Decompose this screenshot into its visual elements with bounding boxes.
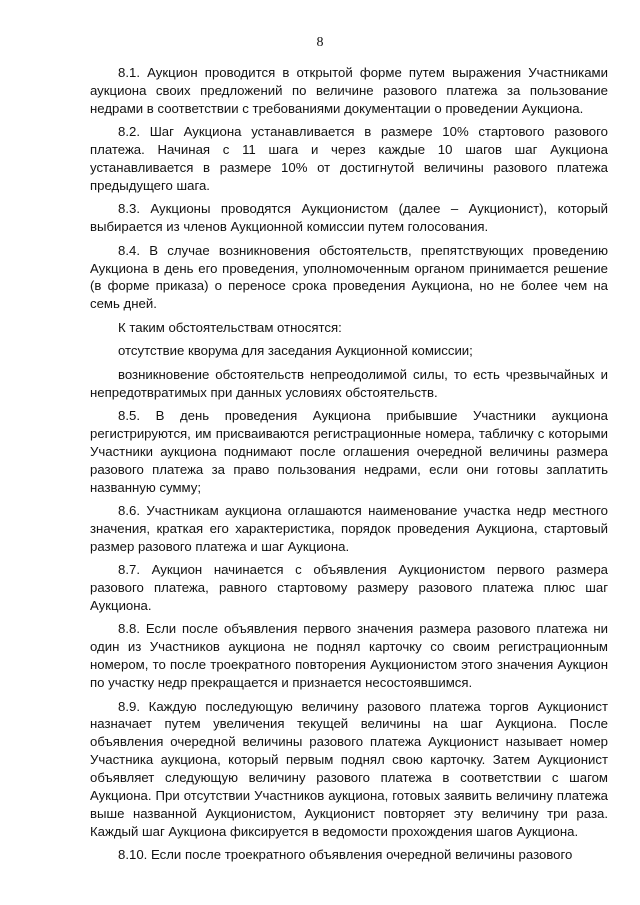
clause-8-8: 8.8. Если после объявления первого значения размера разового платежа ни один из Участников аукциона не поднял карточку со своим регистрационным номером, то после троекратного повторения Аукционистом этого значения Аукцион по участку недр прекращается и признается несостоявшимся.	[90, 621, 608, 691]
clause-8-4: 8.4. В случае возникновения обстоятельств, препятствующих проведению Аукциона в день его проведения, уполномоченным органом принимается решение (в форме приказа) о переносе срока проведения Аукциона, но не более чем на семь дней.	[90, 242, 608, 312]
clause-8-5: 8.5. В день проведения Аукциона прибывшие Участники аукциона регистрируются, им присваиваются регистрационные номера, табличку с которыми Участники аукциона поднимают после оглашения очередной величины размера разового платежа за право пользования недрами, если они готовы заплатить названную сумму;	[90, 407, 608, 495]
clause-8-7: 8.7. Аукцион начинается с объявления Аукционистом первого размера разового платежа, равного стартовому размеру разового платежа плюс шаг Аукциона.	[90, 562, 608, 613]
page-number: 8	[316, 35, 324, 50]
clause-8-9: 8.9. Каждую последующую величину разового платежа торгов Аукционист назначает путем увеличения текущей величины на шаг Аукциона. После объявления очередной величины разового платежа Аукционист называет номер Участника аукциона, который первым поднял свою карточку. Затем Аукционист объявляет следующую величину разового платежа в соответствии с шагом Аукциона. При отсутствии Участников аукциона, готовых заявить величину платежа выше названной Аукционистом, Аукционист повторяет эту величину три раза. Каждый шаг Аукциона фиксируется в ведомости прохождения шагов Аукциона.	[90, 698, 608, 839]
circumstance-no-quorum: отсутствие кворума для заседания Аукционной комиссии;	[118, 343, 473, 359]
document-body	[90, 64, 608, 870]
circumstances-intro: К таким обстоятельствам относятся:	[118, 319, 342, 335]
circumstance-force-majeure: возникновение обстоятельств непреодолимой силы, то есть чрезвычайных и непредотвратимых при данных условиях обстоятельств.	[90, 366, 608, 400]
clause-8-3: 8.3. Аукционы проводятся Аукционистом (далее – Аукционист), который выбирается из членов Аукционной комиссии путем голосования.	[90, 201, 608, 235]
clause-8-6: 8.6. Участникам аукциона оглашаются наименование участка недр местного значения, краткая его характеристика, порядок проведения Аукциона, стартовый размер разового платежа и шаг Аукциона.	[90, 502, 608, 554]
clause-8-10: 8.10. Если после троекратного объявления очередной величины разового	[118, 847, 573, 863]
clause-8-2: 8.2. Шаг Аукциона устанавливается в размере 10% стартового разового платежа. Начиная с 11 шага и через каждые 10 шагов шаг Аукциона устанавливается в размере 10% от достигнутой величины разового платежа предыдущего шага.	[90, 124, 608, 193]
clause-8-1: 8.1. Аукцион проводится в открытой форме путем выражения Участниками аукциона своих предложений по величине разового платежа за пользование недрами в соответствии с требованиями документации о проведении Аукциона.	[90, 65, 608, 116]
